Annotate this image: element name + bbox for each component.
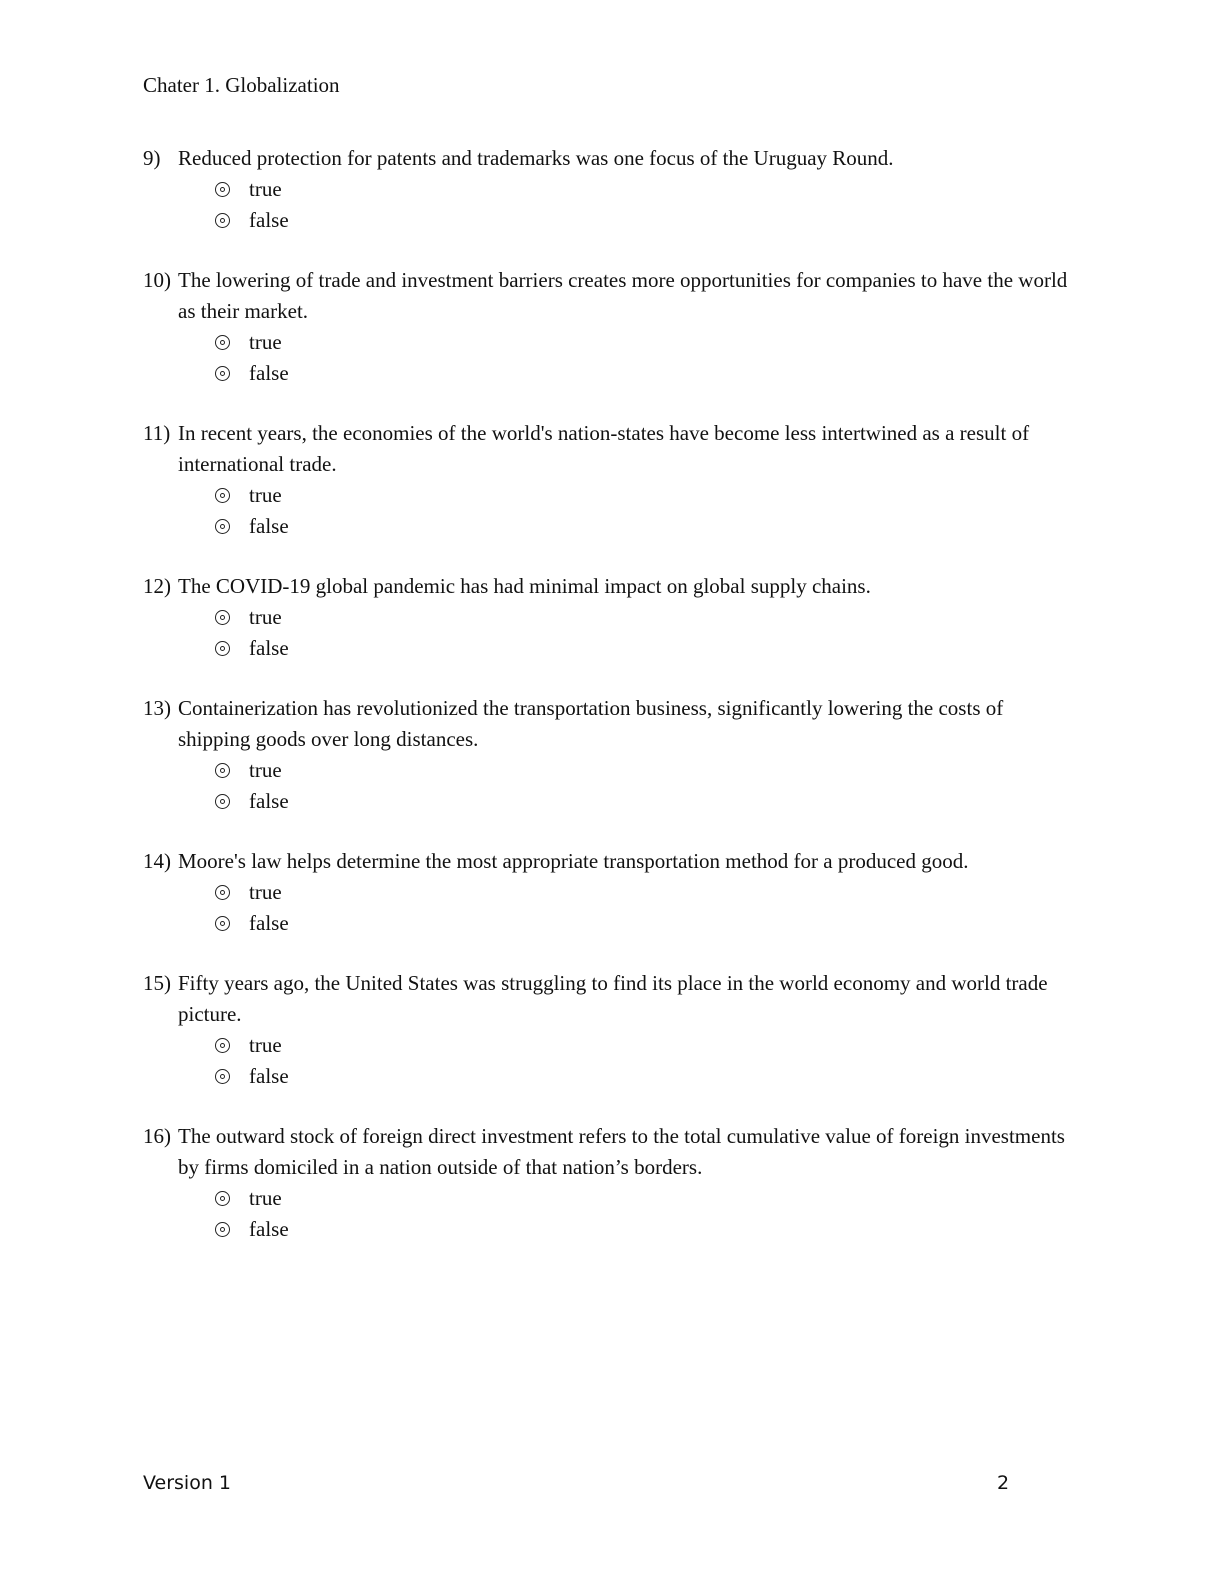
option-label: false (249, 911, 289, 935)
radio-icon[interactable] (215, 763, 230, 778)
option-label: true (249, 758, 282, 782)
option-label: true (249, 880, 282, 904)
question-item (143, 693, 1073, 817)
question-number: 15) (143, 971, 171, 995)
answer-options (143, 1183, 1073, 1245)
radio-icon[interactable] (215, 519, 230, 534)
option-true[interactable] (215, 1030, 1073, 1061)
option-false[interactable] (215, 1214, 1073, 1245)
radio-icon[interactable] (215, 366, 230, 381)
question-number: 9) (143, 146, 161, 170)
question-list (143, 143, 1073, 1274)
option-true[interactable] (215, 1183, 1073, 1214)
option-false[interactable] (215, 511, 1073, 542)
radio-icon[interactable] (215, 1069, 230, 1084)
option-true[interactable] (215, 755, 1073, 786)
question-text: Moore's law helps determine the most appropriate transportation method for a produced good. (178, 849, 969, 873)
radio-icon[interactable] (215, 794, 230, 809)
radio-icon[interactable] (215, 213, 230, 228)
answer-options (143, 480, 1073, 542)
option-label: true (249, 330, 282, 354)
question-text: The outward stock of foreign direct investment refers to the total cumulative value of foreign investments by firms domiciled in a nation outside of that nation’s borders. (178, 1124, 1065, 1179)
option-label: false (249, 361, 289, 385)
question-number: 12) (143, 574, 171, 598)
option-false[interactable] (215, 205, 1073, 236)
answer-options (143, 755, 1073, 817)
radio-icon[interactable] (215, 885, 230, 900)
option-false[interactable] (215, 633, 1073, 664)
radio-icon[interactable] (215, 182, 230, 197)
option-label: false (249, 1064, 289, 1088)
option-label: true (249, 483, 282, 507)
option-true[interactable] (215, 327, 1073, 358)
option-false[interactable] (215, 358, 1073, 389)
option-true[interactable] (215, 602, 1073, 633)
question-number: 10) (143, 268, 171, 292)
radio-icon[interactable] (215, 916, 230, 931)
option-label: true (249, 605, 282, 629)
option-label: false (249, 514, 289, 538)
option-true[interactable] (215, 174, 1073, 205)
option-label: false (249, 208, 289, 232)
answer-options (143, 327, 1073, 389)
question-item (143, 143, 1073, 236)
question-text: The lowering of trade and investment barriers creates more opportunities for companies to have the world as their market. (178, 268, 1068, 323)
radio-icon[interactable] (215, 1222, 230, 1237)
chapter-title: Chater 1. Globalization (143, 73, 340, 97)
radio-icon[interactable] (215, 641, 230, 656)
radio-icon[interactable] (215, 610, 230, 625)
radio-icon[interactable] (215, 1191, 230, 1206)
option-label: true (249, 1186, 282, 1210)
radio-icon[interactable] (215, 1038, 230, 1053)
question-number: 11) (143, 421, 171, 445)
question-item (143, 1121, 1073, 1245)
answer-options (143, 602, 1073, 664)
question-item (143, 968, 1073, 1092)
option-false[interactable] (215, 1061, 1073, 1092)
question-item (143, 265, 1073, 389)
page-number: 2 (997, 1472, 1010, 1494)
option-label: true (249, 1033, 282, 1057)
answer-options (143, 1030, 1073, 1092)
question-text: Fifty years ago, the United States was struggling to find its place in the world economy and world trade picture. (178, 971, 1048, 1026)
question-item (143, 418, 1073, 542)
question-number: 13) (143, 696, 171, 720)
option-false[interactable] (215, 786, 1073, 817)
radio-icon[interactable] (215, 488, 230, 503)
version-label: Version 1 (143, 1472, 231, 1494)
question-text: In recent years, the economies of the world's nation-states have become less intertwined as a result of international trade. (178, 421, 1030, 476)
question-text: Reduced protection for patents and trademarks was one focus of the Uruguay Round. (178, 146, 894, 170)
option-label: false (249, 789, 289, 813)
option-false[interactable] (215, 908, 1073, 939)
answer-options (143, 877, 1073, 939)
question-item (143, 571, 1073, 664)
question-text: The COVID-19 global pandemic has had minimal impact on global supply chains. (178, 574, 871, 598)
question-number: 16) (143, 1124, 171, 1148)
option-true[interactable] (215, 480, 1073, 511)
option-label: true (249, 177, 282, 201)
option-label: false (249, 1217, 289, 1241)
radio-icon[interactable] (215, 335, 230, 350)
answer-options (143, 174, 1073, 236)
question-text: Containerization has revolutionized the transportation business, significantly lowering the costs of shipping goods over long distances. (178, 696, 1004, 751)
question-item (143, 846, 1073, 939)
option-label: false (249, 636, 289, 660)
option-true[interactable] (215, 877, 1073, 908)
question-number: 14) (143, 849, 171, 873)
